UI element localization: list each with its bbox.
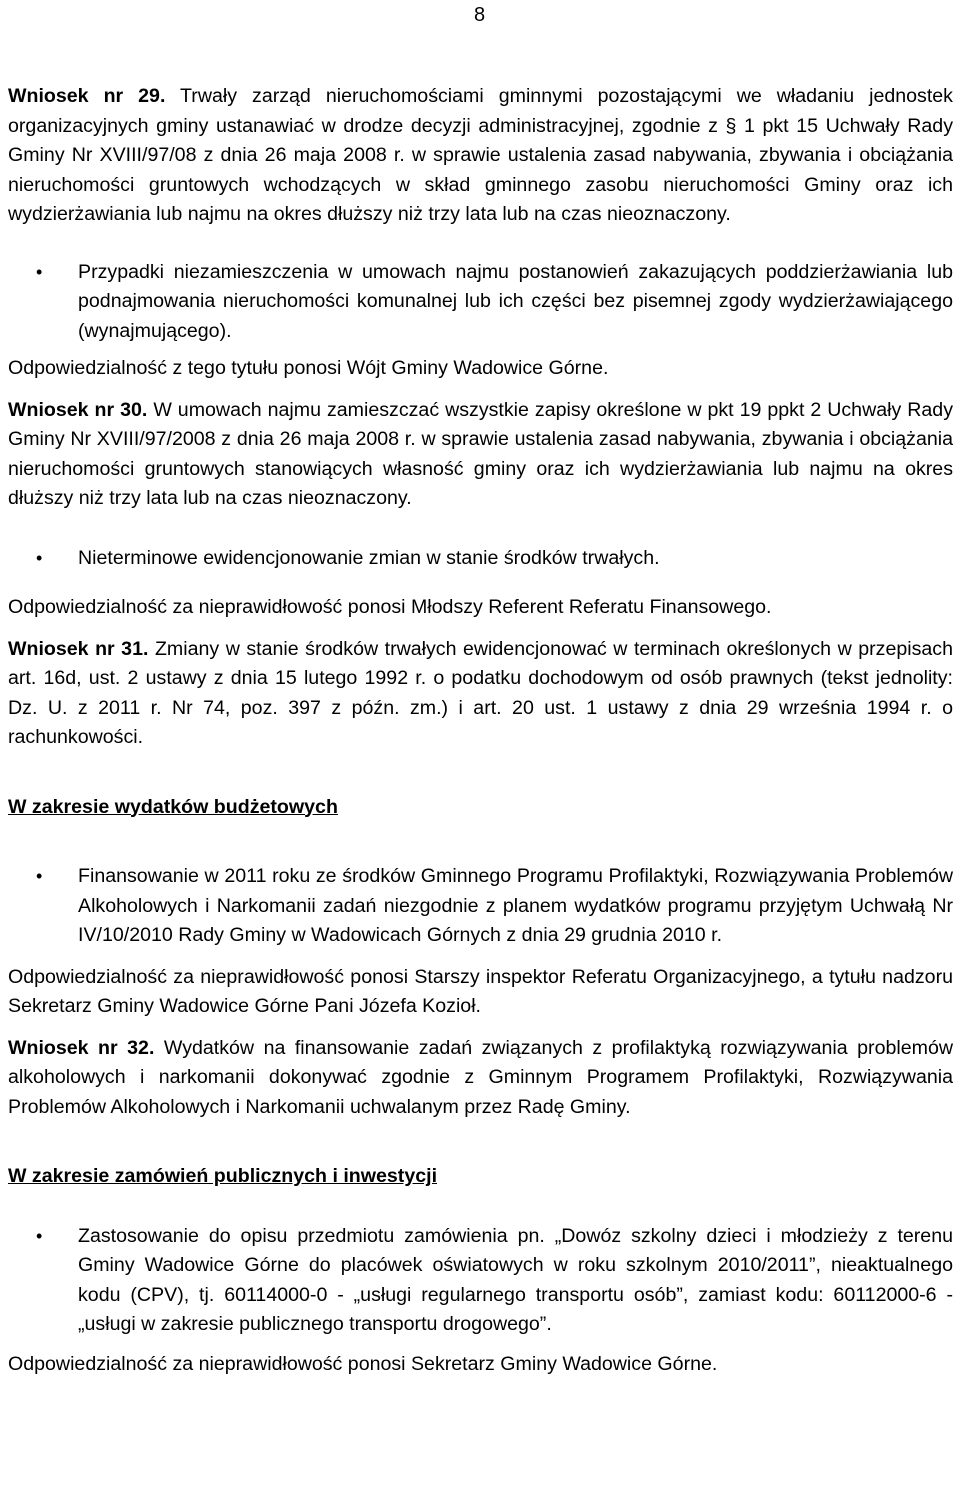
wniosek-30: [8, 396, 953, 514]
finding-text: Nieterminowe ewidencjonowanie zmian w stanie środków trwałych.: [78, 546, 660, 569]
wniosek-32-text: Wydatków na finansowanie zadań związanych z profilaktyką rozwiązywania problemów alkoholowych i narkomanii dokonywać zgodnie z Gminnym Programem Profilaktyki, Rozwiązywania Problemów Alkoholowych i Narkomanii uchwalanym przez Radę Gminy.: [8, 1036, 953, 1118]
responsibility-1: Odpowiedzialność z tego tytułu ponosi Wójt Gminy Wadowice Górne.: [8, 357, 609, 379]
bullet-list-1: [8, 258, 953, 347]
wniosek-31: [8, 635, 953, 753]
wniosek-30-text: W umowach najmu zamieszczać wszystkie zapisy określone w pkt 19 ppkt 2 Uchwały Rady Gminy Nr XVIII/97/2008 z dnia 26 maja 2008 r. w sprawie ustalenia zasad nabywania, zbywania i obciążania nieruchomości gruntowych stanowiących własność gminy oraz ich wydzierżawiania lub najmu na okres dłuższy niż trzy lata lub na czas nieoznaczony.: [8, 398, 953, 509]
bullet-list-4: [8, 1222, 953, 1340]
list-item: [8, 258, 953, 347]
finding-text: Przypadki niezamieszczenia w umowach najmu postanowień zakazujących poddzierżawiania lub podnajmowania nieruchomości komunalnej lub ich części bez pisemnej zgody wydzierżawiającego (wynajmującego).: [78, 260, 953, 342]
wniosek-29-text: Trwały zarząd nieruchomościami gminnymi pozostającymi we władaniu jednostek organizacyjnych gminy ustanawiać w drodze decyzji administracyjnej, zgodnie z § 1 pkt 15 Uchwały Rady Gminy Nr XVIII/97/08 z dnia 26 maja 2008 r. w sprawie ustalenia zasad nabywania, zbywania i obciążania nieruchomości gruntowych wchodzących w skład gminnego zasobu nieruchomości Gminy oraz ich wydzierżawiania lub najmu na okres dłuższy niż trzy lata lub na czas nieoznaczony.: [8, 85, 953, 225]
list-item: [8, 1222, 953, 1340]
wniosek-32: [8, 1034, 953, 1123]
document-body: [8, 82, 953, 1379]
bullet-icon: •: [36, 1225, 43, 1246]
bullet-list-3: [8, 862, 953, 951]
bullet-icon: •: [36, 866, 43, 886]
section-heading-zamowienia: W zakresie zamówień publicznych i inwestycji: [8, 1165, 438, 1187]
finding-text: Zastosowanie do opisu przedmiotu zamówienia pn. „Dowóz szkolny dzieci i młodzieży z terenu Gminy Wadowice Górne do placówek oświatowych w roku szkolnym 2010/2011”, nieaktualnego kodu (CPV), tj. 60114000-0 - „usługi regularnego transportu osób”, zamiast kodu: 60112000-6 - „usługi w zakresie publicznego transportu drogowego”.: [78, 1224, 953, 1335]
wniosek-31-text: Zmiany w stanie środków trwałych ewidencjonować w terminach określonych w przepisach art. 16d, ust. 2 ustawy z dnia 15 lutego 1992 r. o podatku dochodowym od osób prawnych (tekst jednolity: Dz. U. z 2011 r. Nr 74, poz. 397 z późn. zm.) i art. 20 ust. 1 ustawy z dnia 29 września 1994 r. o rachunkowości.: [8, 637, 953, 748]
wniosek-29: [8, 82, 953, 230]
responsibility-4: Odpowiedzialność za nieprawidłowość ponosi Sekretarz Gminy Wadowice Górne.: [8, 1352, 718, 1375]
list-item: [8, 862, 953, 951]
wniosek-31-label: Wniosek nr 31.: [8, 637, 149, 660]
finding-text: Finansowanie w 2011 roku ze środków Gminnego Programu Profilaktyki, Rozwiązywania Problemów Alkoholowych i Narkomanii zadań niezgodnie z planem wydatków programu przyjętym Uchwałą Nr IV/10/2010 Rady Gminy w Wadowicach Górnych z dnia 29 grudnia 2010 r.: [78, 865, 953, 946]
bullet-icon: •: [36, 261, 43, 282]
bullet-list-2: [8, 544, 953, 574]
wniosek-30-label: Wniosek nr 30.: [8, 398, 148, 421]
wniosek-32-label: Wniosek nr 32.: [8, 1036, 155, 1059]
bullet-icon: •: [36, 547, 43, 568]
list-item: [8, 544, 953, 574]
section-heading-wydatki: W zakresie wydatków budżetowych: [8, 795, 338, 818]
page-number: 8: [474, 4, 486, 26]
responsibility-2: Odpowiedzialność za nieprawidłowość ponosi Młodszy Referent Referatu Finansowego.: [8, 596, 772, 618]
wniosek-29-label: Wniosek nr 29.: [8, 85, 166, 107]
responsibility-3: Odpowiedzialność za nieprawidłowość ponosi Starszy inspektor Referatu Organizacyjnego, a tytułu nadzoru Sekretarz Gminy Wadowice Górne Pani Józefa Kozioł.: [8, 965, 953, 1017]
